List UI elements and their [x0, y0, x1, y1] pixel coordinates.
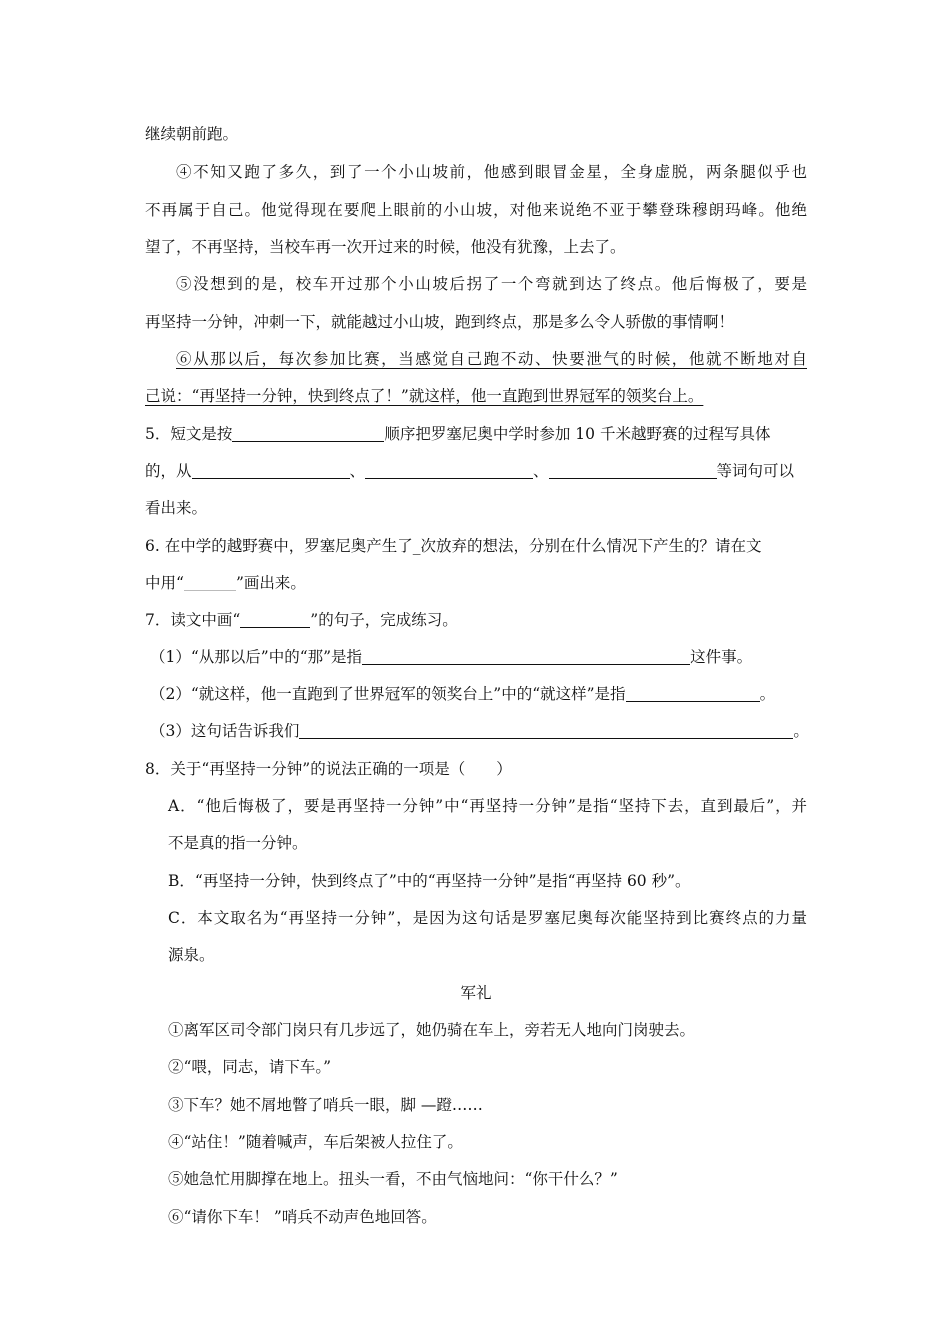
story-sentence-1: ①离军区司令部门岗只有几步远了，她仍骑在车上，旁若无人地向门岗驶去。 [168, 1021, 696, 1039]
story-sentence-5: ⑤她急忙用脚撑在地上。扭头一看，不由气恼地问：“你干什么？” [168, 1170, 618, 1188]
question-7-stem: 7．读文中画“ ”的句子，完成练习。 [145, 611, 458, 629]
wavy-line-sample [184, 574, 236, 591]
question-5-line-3: 看出来。 [145, 499, 208, 517]
answer-blank[interactable] [365, 462, 533, 479]
paragraph-6-line-2 [145, 386, 807, 406]
answer-blank[interactable] [549, 462, 717, 479]
paragraph-5-line-1: ⑤没想到的是，校车开过那个小山坡后拐了一个弯就到达了终点。他后悔极了，要是 [176, 275, 807, 293]
question-7-part-2: （2）“就这样，他一直跑到了世界冠军的领奖台上”中的“就这样”是指 。 [150, 685, 776, 703]
story-sentence-6: ⑥“请你下车！ ”哨兵不动声色地回答。 [168, 1208, 437, 1226]
answer-blank[interactable] [299, 722, 793, 739]
story-sentence-2: ②“喂，同志，请下车。” [168, 1058, 332, 1076]
paragraph-3-end: 继续朝前跑。 [145, 125, 239, 143]
paragraph-6-line-1 [176, 349, 807, 369]
question-8-stem: 8．关于“再坚持一分钟”的说法正确的一项是（ ） [145, 760, 512, 778]
question-6-line-1: 6. 在中学的越野赛中，罗塞尼奥产生了_次放弃的想法，分别在什么情况下产生的？请在文 [145, 537, 762, 555]
answer-blank[interactable] [192, 462, 350, 479]
underlined-sentence: 己说：“再坚持一分钟，快到终点了！”就这样，他一直跑到世界冠军的领奖台上。 [145, 387, 704, 405]
option-a-line-1[interactable]: A．“他后悔极了，要是再坚持一分钟”中“再坚持一分钟”是指“坚持下去，直到最后”，并 [168, 797, 807, 815]
question-5-line-2: 的，从 、 、 等词句可以 [145, 462, 795, 480]
question-7-part-3: （3）这句话告诉我们 。 [150, 722, 809, 740]
answer-blank[interactable] [362, 648, 690, 665]
option-c-line-1[interactable]: C．本文取名为“再坚持一分钟”，是因为这句话是罗塞尼奥每次能坚持到比赛终点的力量 [168, 909, 807, 927]
option-c-line-2: 源泉。 [168, 946, 215, 964]
paragraph-4-line-3: 望了，不再坚持，当校车再一次开过来的时候，他没有犹豫，上去了。 [145, 238, 626, 256]
answer-blank[interactable] [626, 685, 760, 702]
option-b[interactable]: B．“再坚持一分钟，快到终点了”中的“再坚持一分钟”是指“再坚持 60 秒”。 [168, 872, 691, 890]
underline-sample [240, 611, 310, 628]
story-sentence-3: ③下车？她不屑地瞥了哨兵一眼，脚 —蹬…… [168, 1096, 483, 1114]
underlined-sentence: ⑥从那以后，每次参加比赛，当感觉自己跑不动、快要泄气的时候，他就不断地对自 [176, 350, 807, 368]
answer-blank[interactable] [232, 425, 384, 442]
question-7-part-1: （1）“从那以后”中的“那”是指 这件事。 [150, 648, 753, 666]
story-title: 军礼 [460, 984, 492, 1002]
question-5-line-1: 5．短文是按 顺序把罗塞尼奥中学时参加 10 千米越野赛的过程写具体 [145, 425, 771, 443]
paragraph-5-line-2: 再坚持一分钟，冲刺一下，就能越过小山坡，跑到终点，那是多么令人骄傲的事情啊！ [145, 313, 735, 331]
story-sentence-4: ④“站住！”随着喊声，车后架被人拉住了。 [168, 1133, 463, 1151]
paragraph-4-line-1: ④不知又跑了多久，到了一个小山坡前，他感到眼冒金星，全身虚脱，两条腿似乎也 [176, 163, 807, 181]
paragraph-4-line-2: 不再属于自己。他觉得现在要爬上眼前的小山坡，对他来说绝不亚于攀登珠穆朗玛峰。他绝 [145, 201, 807, 219]
option-a-line-2: 不是真的指一分钟。 [168, 834, 308, 852]
question-6-line-2: 中用“ ”画出来。 [145, 574, 306, 592]
